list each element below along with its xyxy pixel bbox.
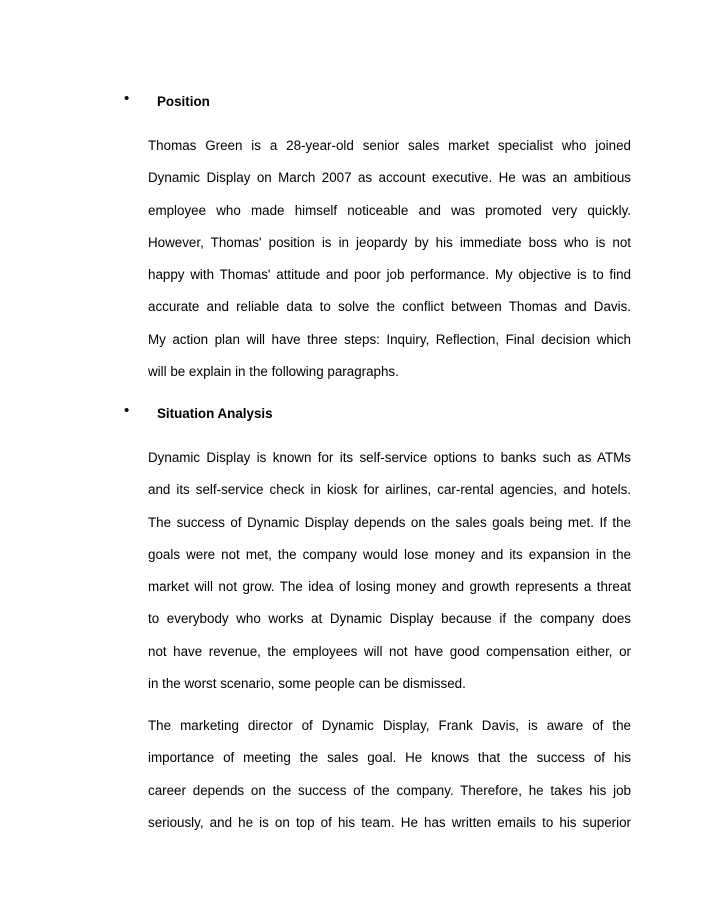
paragraph-situation-1 — [148, 449, 631, 707]
bullet-icon: • — [124, 402, 130, 419]
section-position — [0, 90, 714, 115]
paragraph-line: seriously, and he is on top of his team. He has written emails to his superior — [148, 814, 631, 830]
paragraph-line: career depends on the success of the company. Therefore, he takes his job — [148, 782, 631, 798]
section-heading: Situation Analysis — [157, 406, 273, 421]
paragraph-line: accurate and reliable data to solve the conflict between Thomas and Davis. — [148, 299, 631, 315]
paragraph-line: employee who made himself noticeable and was promoted very quickly. — [148, 202, 631, 218]
paragraph-line: to everybody who works at Dynamic Display because if the company does — [148, 611, 631, 627]
paragraph-line: goals were not met, the company would lose money and its expansion in the — [148, 546, 631, 562]
paragraph-line: However, Thomas' position is in jeopardy by his immediate boss who is not — [148, 234, 631, 250]
paragraph-line: importance of meeting the sales goal. He knows that the success of his — [148, 750, 631, 766]
paragraph-line: Dynamic Display on March 2007 as account executive. He was an ambitious — [148, 170, 631, 186]
paragraph-situation-2 — [148, 717, 631, 846]
paragraph-line: My action plan will have three steps: Inquiry, Reflection, Final decision which — [148, 331, 631, 347]
bullet-icon: • — [124, 90, 130, 107]
paragraph-line: will be explain in the following paragraphs. — [148, 364, 399, 380]
paragraph-line: Dynamic Display is known for its self-service options to banks such as ATMs — [148, 450, 631, 465]
paragraph-line: market will not grow. The idea of losing money and growth represents a threat — [148, 579, 631, 595]
section-heading-row — [0, 90, 714, 115]
paragraph-line: Thomas Green is a 28-year-old senior sales market specialist who joined — [148, 138, 631, 153]
section-heading-row — [0, 402, 714, 427]
paragraph-line: and its self-service check in kiosk for airlines, car-rental agencies, and hotels. — [148, 482, 631, 498]
paragraph-line: in the worst scenario, some people can be dismissed. — [148, 676, 466, 692]
paragraph-line: The success of Dynamic Display depends on the sales goals being met. If the — [148, 514, 631, 530]
paragraph-line: The marketing director of Dynamic Display, Frank Davis, is aware of the — [148, 718, 631, 733]
section-situation-analysis — [0, 402, 714, 427]
paragraph-line: not have revenue, the employees will not have good compensation either, or — [148, 643, 631, 659]
section-heading: Position — [157, 94, 210, 109]
paragraph-position — [148, 137, 631, 395]
paragraph-line: happy with Thomas' attitude and poor job performance. My objective is to find — [148, 267, 631, 283]
